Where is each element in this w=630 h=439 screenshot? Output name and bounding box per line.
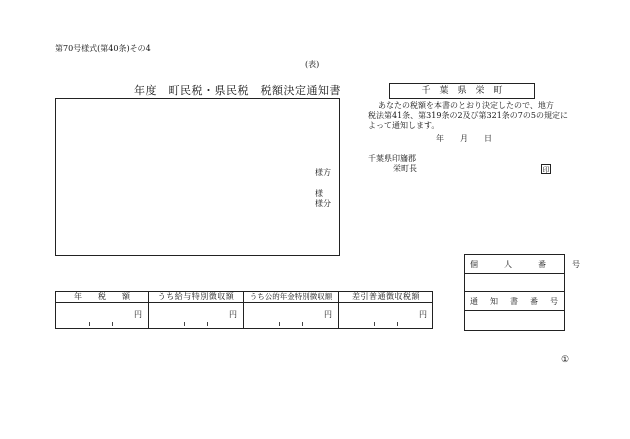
digit-tick — [112, 322, 113, 326]
notice-line-1: あなたの税額を本書のとおり決定したので、地方 — [378, 101, 554, 110]
digit-tick — [89, 322, 90, 326]
seal-mark: 印 — [542, 166, 550, 174]
id-table-rule-3 — [464, 310, 565, 311]
notice-number-label: 通 知 書 番 号 — [470, 297, 560, 306]
digit-tick — [184, 322, 185, 326]
authority-line-2: 栄町長 — [393, 164, 417, 173]
id-table-rule-2 — [464, 291, 565, 292]
sama-bun-label: 様分 — [315, 199, 331, 208]
unit-salary-withholding: 円 — [229, 310, 237, 319]
unit-annual-tax: 円 — [134, 310, 142, 319]
tax-table-divider-2 — [243, 291, 244, 329]
notice-line-3: よって通知します。 — [368, 121, 440, 130]
tax-table-divider-1 — [148, 291, 149, 329]
address-box — [55, 98, 340, 256]
tax-table-divider-3 — [338, 291, 339, 329]
page-mark: ① — [561, 355, 570, 365]
date-label: 年 月 日 — [436, 134, 492, 143]
digit-tick — [207, 322, 208, 326]
digit-tick — [302, 322, 303, 326]
issuer-box — [389, 83, 535, 99]
authority-line-1: 千葉県印旛郡 — [368, 154, 416, 163]
sama-kata-label: 様方 — [315, 168, 331, 177]
page-title: 年度 町民税・県民税 税額決定通知書 — [134, 84, 341, 97]
digit-tick — [397, 322, 398, 326]
header-annual-tax: 年 税 額 — [74, 292, 130, 301]
sama-label: 様 — [315, 189, 323, 198]
issuer-label: 千 葉 県 栄 町 — [421, 86, 503, 96]
digit-tick — [279, 322, 280, 326]
header-pension-withholding: うち公的年金特別徴収額 — [249, 292, 333, 301]
unit-ordinary-collection: 円 — [419, 310, 427, 319]
digit-tick — [374, 322, 375, 326]
personal-number-label: 個 人 番 号 — [470, 260, 589, 269]
notice-line-2: 税法第41条、第319条の2及び第321条の7の5の規定に — [368, 111, 568, 120]
unit-pension-withholding: 円 — [324, 310, 332, 319]
id-table-rule-1 — [464, 273, 565, 274]
form-number: 第70号様式(第40条)その4 — [55, 44, 151, 53]
header-salary-withholding: うち給与特別徴収額 — [157, 292, 235, 301]
side-label: (表) — [305, 60, 320, 69]
tax-table-header-rule — [55, 302, 433, 303]
header-ordinary-collection: 差引普通徴収税額 — [352, 292, 420, 301]
